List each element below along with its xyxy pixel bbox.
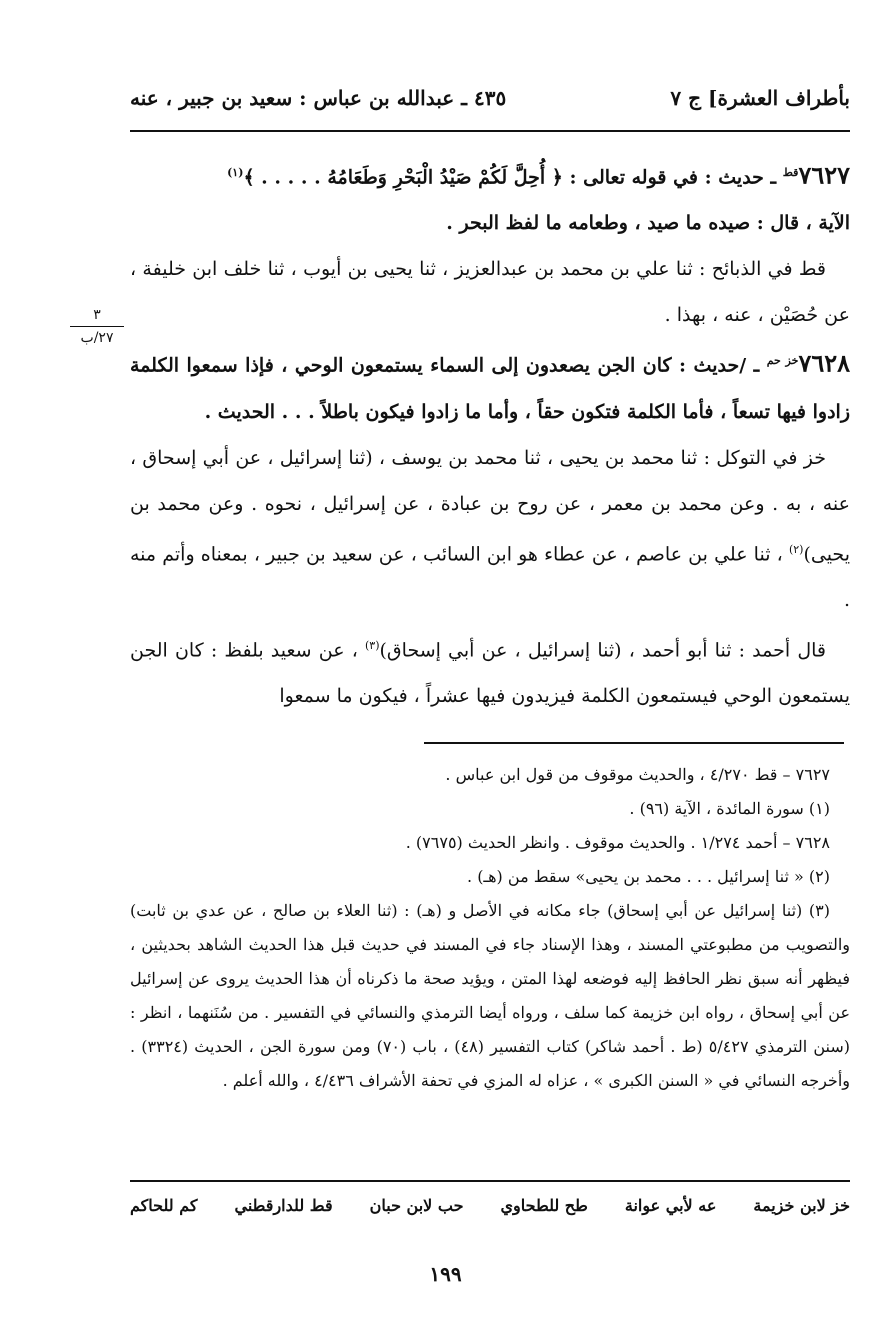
main-text — [130, 150, 850, 719]
hadith-number: ٧٦٢٨ — [798, 348, 850, 378]
page-number: ١٩٩ — [429, 1262, 462, 1286]
isnad-text: قال أحمد : ثنا أبو أحمد ، (ثنا إسرائيل ، عن أبي إسحاق) — [379, 639, 826, 662]
header-volume: بأطراف العشرة] ج ٧ — [670, 86, 850, 110]
footnote-rule — [424, 742, 844, 744]
header-rule — [130, 130, 850, 132]
hadith-text: ـ /حديث : كان الجن يصعدون إلى السماء يستمعون الوحي ، فإذا سمعوا الكلمة زادوا فيها تسعاً ، فأما الكلمة فتكون حقاً ، وأما ما زادوا فيكون باطلاً . . . الحديث . — [130, 354, 850, 423]
margin-note-bottom: ٢٧/ب — [80, 330, 114, 346]
isnad-paragraph: قط في الذبائح : ثنا علي بن محمد بن عبدالعزيز ، ثنا يحيى بن أيوب ، ثنا خلف ابن خليفة ، عن حُصَيْن ، عنه ، بهذا . — [130, 258, 850, 327]
source-annotation: قط — [782, 166, 799, 179]
margin-folio-note — [70, 306, 124, 347]
footnote-ref: (٢) — [788, 542, 804, 556]
hadith-text-line2: الآية ، قال : صيده ما صيد ، وطعامه ما لفظ البحر . — [446, 212, 850, 235]
footnote-ref: (١) — [227, 166, 244, 179]
footnote: ٧٦٢٨ – أحمد ١/٢٧٤ . والحديث موقوف . وانظر الحديث (٧٦٧٥) . — [405, 833, 830, 852]
abbreviation-item: حب لابن حبان — [369, 1196, 464, 1215]
margin-note-top: ٣ — [70, 306, 124, 327]
footnote-ref: (٣) — [364, 638, 380, 652]
isnad-text: ، عن سعيد بلفظ : كان الجن يستمعون الوحي فيستمعون الكلمة فيزيدون فيها عشراً ، فيكون ما سمعوا — [130, 639, 850, 708]
abbreviations-legend — [130, 1196, 850, 1215]
footnote: ٧٦٢٧ – قط ٤/٢٧٠ ، والحديث موقوف من قول ابن عباس . — [445, 765, 830, 784]
hadith-7627-heading — [130, 150, 850, 246]
hadith-text: ـ حديث : في قوله تعالى : ﴿ أُحِلَّ لَكُمْ صَيْدُ الْبَحْرِ وَطَعَامُهُ . . . . . ﴾ — [243, 166, 783, 189]
abbreviation-item: خز لابن خزيمة — [753, 1196, 850, 1215]
hadith-7628-heading — [130, 338, 850, 434]
abbreviation-item: كم للحاكم — [130, 1196, 198, 1215]
isnad-paragraph — [130, 623, 850, 719]
abbreviation-item: طح للطحاوي — [500, 1196, 588, 1215]
abbreviation-item: عه لأبي عوانة — [624, 1196, 717, 1215]
footnote: (٢) « ثنا إسرائيل . . . محمد بن يحيى» سقط من (هـ) . — [467, 867, 830, 886]
isnad-text: ، ثنا علي بن عاصم ، عن عطاء هو ابن السائب ، عن سعيد بن جبير ، بمعناه وأتم منه . — [130, 542, 850, 611]
isnad-text: خز في التوكل : ثنا محمد بن يحيى ، ثنا محمد بن يوسف ، (ثنا إسرائيل ، عن أبي إسحاق ، عنه ، به . وعن محمد بن معمر ، عن روح بن عبادة ، عن إسرائيل ، نحوه . وعن محمد بن يحيى) — [130, 446, 850, 565]
source-annotation: خز حم — [766, 354, 799, 368]
abbreviation-item: قط للدارقطني — [234, 1196, 333, 1215]
isnad-paragraph — [130, 435, 850, 623]
running-header — [130, 78, 850, 118]
hadith-number: ٧٦٢٧ — [798, 160, 850, 190]
footnote: (١) سورة المائدة ، الآية (٩٦) . — [629, 799, 830, 818]
header-chapter: ٤٣٥ ـ عبدالله بن عباس : سعيد بن جبير ، عنه — [130, 86, 507, 110]
footnotes — [130, 758, 850, 1098]
abbreviations-rule — [130, 1180, 850, 1182]
footnote: (٣) (ثنا إسرائيل عن أبي إسحاق) جاء مكانه في الأصل و (هـ) : (ثنا العلاء بن صالح ، عن عدي بن ثابت) والتصويب من مطبوعتي المسند ، وهذا الإسناد جاء في المسند في حديث قبل هذا الحديث الشاهد بحديثين ، فيظهر أنه سبق نظر الحافظ إليه فوضعه لهذا المتن ، ويؤيد صحة ما ذكرناه أن هذا الحديث يروى عن إسرائيل عن أبي إسحاق ، رواه ابن خزيمة كما سلف ، ورواه أيضا الترمذي والنسائي في التفسير . من سُنَنهما ، انظر : (سنن الترمذي ٥/٤٢٧ (ط . أحمد شاكر) كتاب التفسير (٤٨) ، باب (٧٠) ومن سورة الجن ، الحديث (٣٣٢٤) . وأخرجه النسائي في « السنن الكبرى » ، عزاه له المزي في تحفة الأشراف ٤/٤٣٦ ، والله أعلم . — [130, 901, 851, 1090]
